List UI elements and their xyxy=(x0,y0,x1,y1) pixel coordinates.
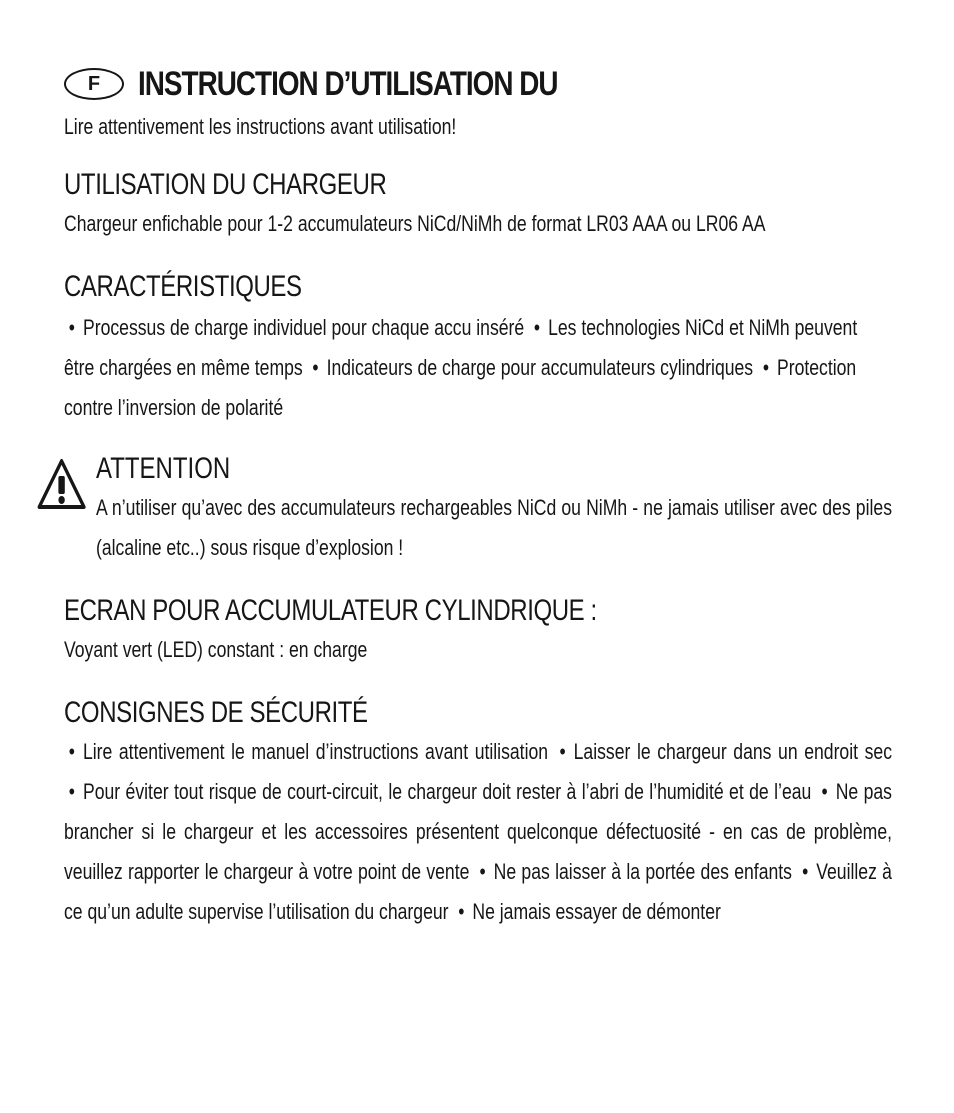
document-title: INSTRUCTION D’UTILISATION DU xyxy=(138,64,558,103)
feature-item: Indicateurs de charge pour accumulateurs cylindriques xyxy=(326,355,754,380)
bullet: • xyxy=(533,315,541,340)
display-text: Voyant vert (LED) constant : en charge xyxy=(64,637,368,662)
bullet: • xyxy=(68,779,75,804)
warning-heading: ATTENTION xyxy=(96,452,231,485)
safety-item: Ne jamais essayer de démonter xyxy=(472,899,721,924)
bullet: • xyxy=(68,315,75,340)
intro-text: Lire attentivement les instructions avant utilisation! xyxy=(64,114,457,139)
title-row xyxy=(64,60,892,108)
bullet: • xyxy=(312,355,319,380)
manual-page xyxy=(64,60,892,932)
feature-item: Protection contre l’inversion de polarité xyxy=(64,355,857,420)
safety-item: Ne pas laisser à la portée des enfants xyxy=(493,859,792,884)
bullet: • xyxy=(559,739,566,764)
bullet: • xyxy=(821,779,828,804)
display-heading: ECRAN POUR ACCUMULATEUR CYLINDRIQUE : xyxy=(64,594,597,627)
safety-item: Lire attentivement le manuel d’instructions avant utilisation xyxy=(82,739,549,764)
content-column xyxy=(64,112,892,932)
safety-item: Ne pas brancher si le chargeur et les accessoires présentent quelconque défectuosité - en cas de problème, veuillez rapporter le chargeur à votre point de vente xyxy=(64,779,892,884)
bullet: • xyxy=(762,355,769,380)
usage-heading: UTILISATION DU CHARGEUR xyxy=(64,168,387,201)
features-heading: CARACTÉRISTIQUES xyxy=(64,270,302,303)
features-list xyxy=(64,308,892,428)
safety-list xyxy=(64,732,892,932)
warning-triangle-icon xyxy=(37,458,87,510)
feature-item: Les technologies NiCd et NiMh peuvent être chargées en même temps xyxy=(64,315,858,380)
safety-item: Laisser le chargeur dans un endroit sec xyxy=(573,739,892,764)
warning-text: A n’utiliser qu’avec des accumulateurs rechargeables NiCd ou NiMh - ne jamais utiliser avec des piles (alcaline etc..) sous risque d’explosion ! xyxy=(96,495,892,560)
warning-block xyxy=(64,450,892,568)
bullet: • xyxy=(802,859,809,884)
bullet: • xyxy=(479,859,486,884)
feature-item: Processus de charge individuel pour chaque accu inséré xyxy=(82,315,525,340)
bullet: • xyxy=(68,739,75,764)
bullet: • xyxy=(458,899,465,924)
safety-heading: CONSIGNES DE SÉCURITÉ xyxy=(64,696,368,729)
safety-item: Pour éviter tout risque de court-circuit, le chargeur doit rester à l’abri de l’humidité et de l’eau xyxy=(82,779,812,804)
usage-text: Chargeur enfichable pour 1-2 accumulateurs NiCd/NiMh de format LR03 AAA ou LR06 AA xyxy=(64,211,766,236)
safety-item: Veuillez à ce qu’un adulte supervise l’utilisation du chargeur xyxy=(64,859,892,924)
language-badge: F xyxy=(64,68,124,100)
